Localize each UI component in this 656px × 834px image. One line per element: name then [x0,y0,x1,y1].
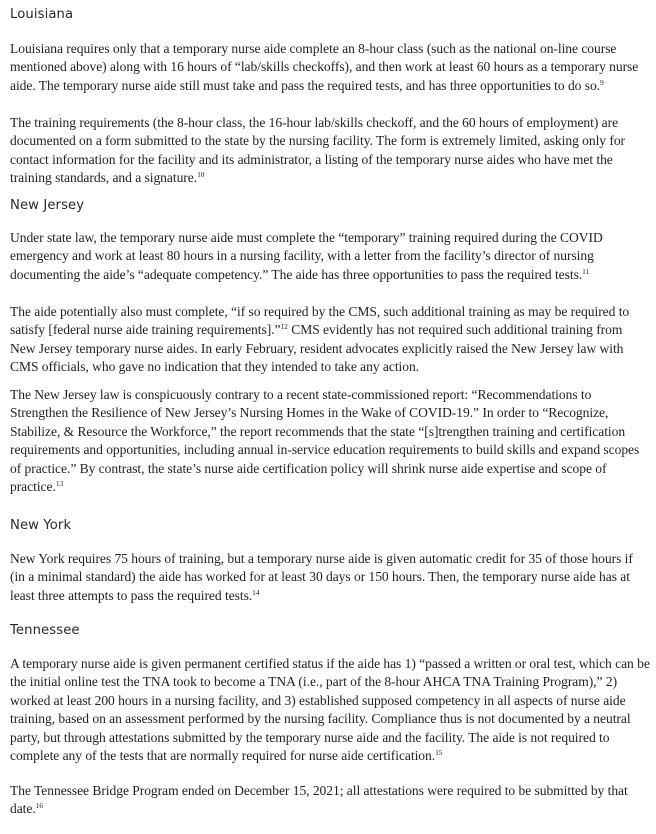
paragraph-new-york-1 [10,550,650,605]
footnote-marker[interactable]: 15 [435,748,443,758]
paragraph-louisiana-2 [10,114,650,188]
paragraph-text: The New Jersey law is conspicuously contrary to a recent state-commissioned report: “Recommendations to Strengthen the Resilience of New Jersey’s Nursing Homes in the Wake of COVID-19.” In order to “Recognize, Stabilize, & Resource the Workforce,” the report recommends that the state “[s]trengthen training and certification requirements and opportunities, including annual in-service education requirements to build skills and expand scopes of practice.” By contrast, the state’s nurse aide certification policy will shrink nurse aide expertise and scope of practice. [10,387,640,495]
footnote-marker[interactable]: 12 [280,322,288,332]
paragraph-text: A temporary nurse aide is given permanent certified status if the aide has 1) “passed a written or oral test, which can be the initial online test the TNA took to become a TNA (i.e., part of the 8-hour AHCA TNA Training Program),” 2) worked at least 200 hours in a nursing facility, and 3) established supposed competency in all aspects of nurse aide training, based on an assessment performed by the nursing facility. Compliance thus is not documented by a neutral party, but through attestations submitted by the temporary nurse aide and the facility. The aide is not required to complete any of the tests that are normally required for nurse aide certification. [10,656,650,764]
section-heading-tennessee: Tennessee [10,623,80,638]
section-heading-new-york: New York [10,518,72,533]
paragraph-text: The aide potentially also must complete, “if so required by the CMS, such additional training as may be required to satisfy [federal nurse aide training requirements].” [10,304,630,338]
section-heading-new-jersey: New Jersey [10,198,85,213]
paragraph-new-jersey-3 [10,386,650,496]
paragraph-text: The training requirements (the 8-hour class, the 16-hour lab/skills checkoff, and the 60 hours of employment) are documented on a form submitted to the state by the nursing facility. The form is extremely limited, asking only for contact information for the facility and its administrator, a listing of the temporary nurse aides who have met the training standards, and a signature. [10,115,626,186]
footnote-marker[interactable]: 16 [35,801,44,811]
paragraph-tennessee-2 [10,782,650,819]
footnote-marker[interactable]: 10 [197,170,205,180]
footnote-marker[interactable]: 11 [582,266,590,276]
paragraph-louisiana-1 [10,40,650,95]
footnote-marker[interactable]: 14 [252,587,260,597]
paragraph-text: CMS evidently has not required such additional training from New Jersey temporary nurse aides. In early February, resident advocates explicitly raised the New Jersey law with CMS officials, who gave no indication that they intended to take any action. [10,322,624,375]
footnote-marker[interactable]: 13 [55,479,64,489]
footnote-marker[interactable]: 9 [600,77,604,87]
paragraph-new-jersey-1 [10,229,650,284]
paragraph-text: New York requires 75 hours of training, but a temporary nurse aide is given automatic credit for 35 of those hours if (in a minimal standard) the aide has worked for at least 30 days or 150 hours. Then, the temporary nurse aide has at least three attempts to pass the required tests. [10,551,633,603]
paragraph-text: Louisiana requires only that a temporary nurse aide complete an 8-hour class (such as the national on-line course mentioned above) along with 16 hours of “lab/skills checkoffs), and then work at least 60 hours as a temporary nurse aide. The temporary nurse aide still must take and pass the required tests, and has three opportunities to do so. [10,41,639,93]
paragraph-text: Under state law, the temporary nurse aide must complete the “temporary” training required during the COVID emergency and work at least 80 hours in a nursing facility, with a letter from the facility’s director of nursing documenting the aide’s “adequate competency.” The aide has three opportunities to pass the required tests. [10,230,603,282]
paragraph-tennessee-1 [10,655,650,765]
paragraph-new-jersey-2 [10,303,650,377]
paragraph-text: The Tennessee Bridge Program ended on December 15, 2021; all attestations were required to be submitted by that date. [10,783,628,817]
section-heading-louisiana: Louisiana [10,7,74,22]
